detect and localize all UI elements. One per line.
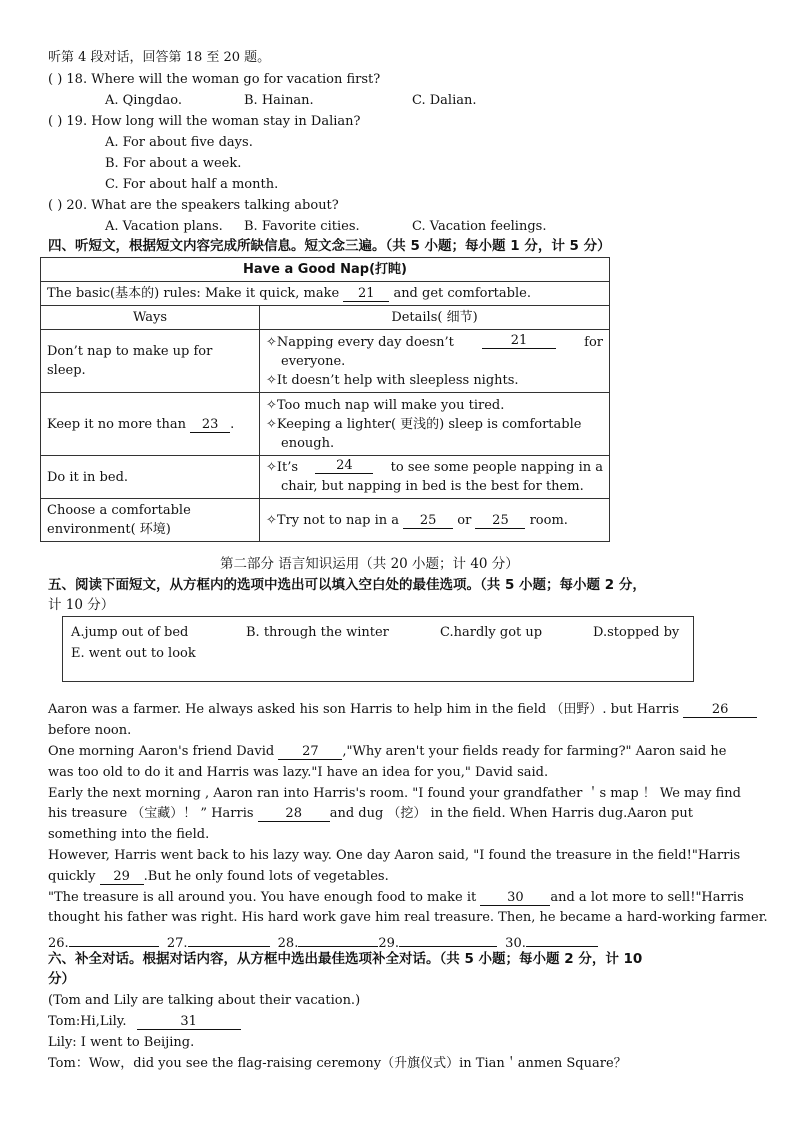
option-a: A.jump out of bed xyxy=(71,625,189,640)
way-cell: Choose a comfortable environment( 环境) xyxy=(41,499,260,542)
option-a: A. For about five days. xyxy=(105,135,253,150)
answer-blank xyxy=(69,931,159,947)
passage-line: his treasure （宝藏）！ ” Harris 28 and dug （挖） in the field. When Harris dug.Aaron put xyxy=(48,806,693,821)
column-header-ways: Ways xyxy=(41,306,260,330)
passage-line: was too old to do it and Harris was lazy."I have an idea for you," David said. xyxy=(48,765,549,780)
option-c: C. For about half a month. xyxy=(105,177,279,192)
answer-blank: 29 xyxy=(100,869,144,885)
answer-blank: 26 xyxy=(683,702,757,718)
way-cell: Don’t nap to make up for sleep. xyxy=(41,330,260,393)
answer-blank: 31 xyxy=(137,1014,241,1030)
dialogue-intro: (Tom and Lily are talking about their vacation.) xyxy=(48,993,361,1008)
section-header: 四、听短文，根据短文内容完成所缺信息。短文念三遍。（共 5 小题；每小题 1 分，计 5 分） xyxy=(48,238,611,254)
table-title: Have a Good Nap(打盹) xyxy=(41,258,610,282)
passage-line: "The treasure is all around you. You have enough food to make it 30 and a lot more to sell!"Harris xyxy=(48,890,744,905)
option-b: B. For about a week. xyxy=(105,156,242,171)
answer-blank: 28 xyxy=(258,806,330,822)
answer-blank: 25 xyxy=(403,513,453,529)
details-cell: ✧Try not to nap in a 25 or 25 room. xyxy=(260,499,610,542)
passage-line: However, Harris went back to his lazy way. One day Aaron said, "I found the treasure in the field!"Harris xyxy=(48,848,741,863)
question-18: ( ) 18. Where will the woman go for vacation first? xyxy=(48,72,381,87)
answer-blank: 24 xyxy=(315,458,373,474)
option-c: C. Dalian. xyxy=(412,93,477,108)
nap-table xyxy=(40,257,610,542)
dialogue-line: Tom:Hi,Lily. 31 xyxy=(48,1014,241,1030)
question-20: ( ) 20. What are the speakers talking about? xyxy=(48,198,339,213)
option-b: B. Hainan. xyxy=(244,93,314,108)
answer-blank xyxy=(298,931,378,947)
passage-line: thought his father was right. His hard work gave him real treasure. Then, he became a hard-working farmer. xyxy=(48,910,768,925)
answer-blank: 23 xyxy=(190,417,230,433)
section-header: 五、阅读下面短文，从方框内的选项中选出可以填入空白处的最佳选项。（共 5 小题；每小题 2 分， xyxy=(48,577,646,593)
option-d: D.stopped by xyxy=(593,625,680,640)
answer-blank xyxy=(399,931,497,947)
dialogue-line: Lily: I went to Beijing. xyxy=(48,1035,195,1050)
section-header: 听第 4 段对话，回答第 18 至 20 题。 xyxy=(48,50,271,65)
passage-line: One morning Aaron's friend David 27 ,"Why aren't your fields ready for farming?" Aaron said he xyxy=(48,744,727,759)
question-19: ( ) 19. How long will the woman stay in Dalian? xyxy=(48,114,361,129)
passage-line: Early the next morning , Aaron ran into Harris's room. "I found your grandfather ＇s map ！ We may find xyxy=(48,786,741,801)
way-cell: Do it in bed. xyxy=(41,456,260,499)
option-a: A. Vacation plans. xyxy=(105,219,223,234)
section-header-cont: 计 10 分） xyxy=(48,597,115,613)
section-header-cont: 分） xyxy=(48,971,75,987)
answer-blank xyxy=(526,931,598,947)
option-c: C.hardly got up xyxy=(440,625,543,640)
basic-rules-row: The basic(基本的) rules: Make it quick, make 21 and get comfortable. xyxy=(41,282,610,306)
passage-line: Aaron was a farmer. He always asked his son Harris to help him in the field （田野）. but Harris 26 xyxy=(48,702,757,718)
options-box xyxy=(62,616,694,682)
option-b: B. through the winter xyxy=(246,625,389,640)
details-cell: ✧It’s 24 to see some people napping in a chair, but napping in bed is the best for them. xyxy=(260,456,610,499)
option-e: E. went out to look xyxy=(71,646,196,661)
dialogue-line: Tom：Wow，did you see the flag-raising ceremony（升旗仪式）in Tian＇anmen Square？ xyxy=(48,1056,627,1071)
answer-blank: 30 xyxy=(480,890,550,906)
answer-blank: 27 xyxy=(278,744,342,760)
passage-line: quickly 29 .But he only found lots of vegetables. xyxy=(48,869,389,884)
option-b: B. Favorite cities. xyxy=(244,219,360,234)
option-a: A. Qingdao. xyxy=(105,93,182,108)
column-header-details: Details( 细节) xyxy=(260,306,610,330)
answer-line: 26. 27. 28. 29. 30. xyxy=(48,931,598,952)
answer-blank: 25 xyxy=(475,513,525,529)
part-heading: 第二部分 语言知识运用（共 20 小题；计 40 分） xyxy=(220,556,519,572)
answer-blank: 21 xyxy=(343,286,389,302)
section-header: 六、补全对话。根据对话内容，从方框中选出最佳选项补全对话。（共 5 小题；每小题 2 分，计 10 xyxy=(48,951,643,967)
answer-blank xyxy=(188,931,270,947)
option-c: C. Vacation feelings. xyxy=(412,219,547,234)
way-cell: Keep it no more than 23 . xyxy=(41,393,260,456)
details-cell: ✧Napping every day doesn’t 21 for everyone. ✧It doesn’t help with sleepless nights. xyxy=(260,330,610,393)
passage-line: something into the field. xyxy=(48,827,210,842)
passage-line: before noon. xyxy=(48,723,132,738)
answer-blank: 21 xyxy=(482,333,556,349)
details-cell: ✧Too much nap will make you tired. ✧Keeping a lighter( 更浅的) sleep is comfortable enough. xyxy=(260,393,610,456)
